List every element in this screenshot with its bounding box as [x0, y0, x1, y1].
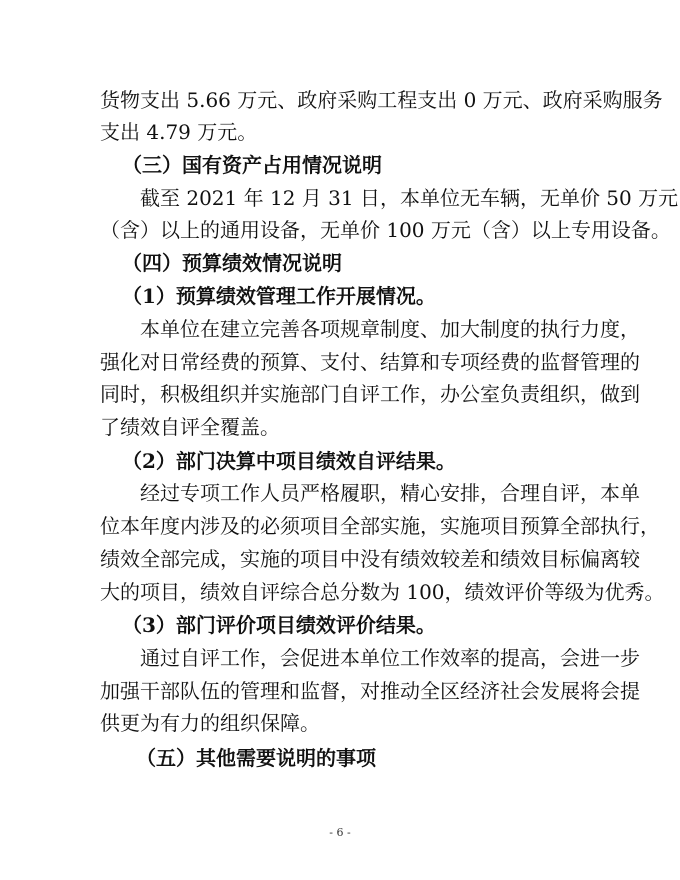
paragraph-line: 同时，积极组织并实施部门自评工作，办公室负责组织，做到 — [100, 382, 640, 406]
paragraph-line: （含）以上的通用设备，无单价 100 万元（含）以上专用设备。 — [100, 218, 671, 242]
paragraph-line: 加强干部队伍的管理和监督，对推动全区经济社会发展将会提 — [100, 679, 640, 703]
paragraph-line: 通过自评工作，会促进本单位工作效率的提高，会进一步 — [140, 646, 640, 670]
paragraph-line: 强化对日常经费的预算、支付、结算和专项经费的监督管理的 — [100, 350, 640, 374]
paragraph-line: 大的项目，绩效自评综合总分数为 100，绩效评价等级为优秀。 — [100, 580, 665, 604]
page-number: - 6 - — [329, 826, 351, 839]
paragraph-line: 绩效全部完成，实施的项目中没有绩效较差和绩效目标偏离较 — [100, 547, 640, 571]
section-heading-4: （四）预算绩效情况说明 — [122, 251, 342, 275]
paragraph-line: 本单位在建立完善各项规章制度、加大制度的执行力度， — [140, 317, 640, 341]
paragraph-line: 位本年度内涉及的必须项目全部实施，实施项目预算全部执行， — [100, 514, 660, 538]
paragraph-line: 截至 2021 年 12 月 31 日，本单位无车辆，无单价 50 万元 — [140, 186, 679, 210]
paragraph-line: 了绩效自评全覆盖。 — [100, 415, 280, 439]
paragraph-line: 货物支出 5.66 万元、政府采购工程支出 0 万元、政府采购服务 — [100, 88, 663, 112]
paragraph-line: 供更为有力的组织保障。 — [100, 711, 320, 735]
paragraph-line: 经过专项工作人员严格履职，精心安排，合理自评，本单 — [140, 481, 640, 505]
paragraph-line: 支出 4.79 万元。 — [100, 120, 258, 144]
section-heading-3: （三）国有资产占用情况说明 — [122, 153, 382, 177]
subsection-heading-3: （3）部门评价项目绩效评价结果。 — [122, 613, 436, 637]
subsection-heading-2: （2）部门决算中项目绩效自评结果。 — [122, 449, 456, 473]
section-heading-5: （五）其他需要说明的事项 — [136, 746, 376, 770]
subsection-heading-1: （1）预算绩效管理工作开展情况。 — [122, 284, 436, 308]
